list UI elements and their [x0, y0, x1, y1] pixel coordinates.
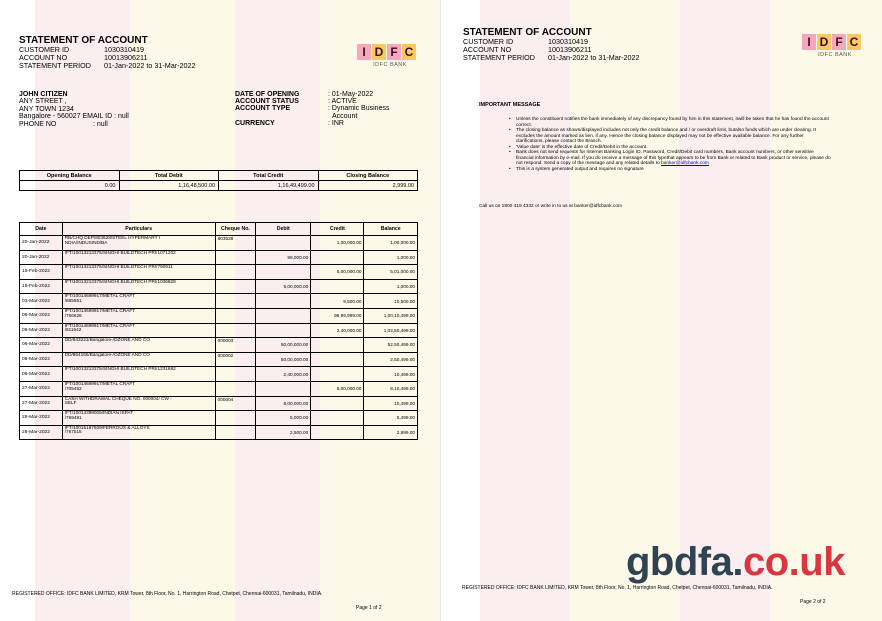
cell-cheque: 000002: [215, 352, 256, 367]
particulars-line: DD/864165/Bangalore-/OZONE AND CO: [64, 351, 150, 357]
cell-debit: 2,40,000.00: [256, 367, 311, 382]
cell-balance: 1,02,50,499.00: [364, 323, 418, 338]
cell-date: 15-Feb-2022: [20, 265, 63, 280]
col-header-balance: Balance: [364, 223, 418, 236]
logo-letter: D: [817, 34, 831, 50]
cell-cheque: [215, 411, 256, 426]
message-text: Bank does not send requests for Internet Banking Login ID, Password, Credit/Debit card numbers, Bank account numbers, or other sensitive financial information by e-mail. If you do receive a message of this typethat appears to be from Bank or related to Bank product or service, please do not respond. Send a copy of the message and any related details to: [516, 150, 831, 166]
particulars-line: SELF: [64, 400, 77, 406]
cell-credit: [311, 396, 364, 411]
col-header-particulars: Particulars: [62, 223, 215, 236]
cell-particulars: [62, 338, 215, 353]
cell-balance: 52,50,499.00: [364, 338, 418, 353]
cell-cheque: [215, 279, 256, 294]
idfc-logo: [802, 34, 868, 58]
col-header-debit: Debit: [256, 223, 311, 236]
account-no-value: 10013906211: [548, 44, 592, 54]
particulars-line: IFT/10014699917/METAL CRAFT: [64, 380, 136, 386]
address-line: Bangalore - 560027 EMAIL ID : null: [19, 113, 129, 121]
particulars-line: /769491: [64, 414, 82, 420]
summary-header: Total Credit: [219, 171, 319, 181]
address-line: ANY TOWN 1234: [19, 105, 74, 113]
account-type-label: ACCOUNT TYPE: [235, 105, 291, 113]
account-type-value-cont: Account: [332, 112, 358, 120]
particulars-line: IFT/10015187509/FERROUS & ALLOYS: [64, 424, 150, 430]
customer-name: JOHN CITIZEN: [19, 91, 68, 98]
particulars-line: /865551: [64, 298, 82, 304]
cell-balance: 10,499.00: [364, 396, 418, 411]
cell-particulars: [62, 265, 215, 280]
summary-header: Opening Balance: [20, 171, 120, 181]
cell-date: 06-Mar-2022: [20, 367, 63, 382]
cell-particulars: [62, 425, 215, 440]
statement-period-value: 01-Jan-2022 to 31-Mar-2022: [548, 52, 640, 62]
cell-date: 06-Mar-2022: [20, 352, 63, 367]
cell-debit: 99,000.00: [256, 250, 311, 265]
cell-cheque: [215, 250, 256, 265]
cell-debit: [256, 294, 311, 309]
cell-credit: 9,500.00: [311, 294, 364, 309]
table-row: [20, 381, 418, 396]
cell-balance: 2,50,499.00: [364, 352, 418, 367]
cell-credit: [311, 338, 364, 353]
cell-debit: 50,00,000.00: [256, 338, 311, 353]
col-header-date: Date: [20, 223, 63, 236]
page2-number: Page 2 of 2: [800, 599, 826, 605]
important-message-title: IMPORTANT MESSAGE: [479, 102, 541, 108]
cell-date: 06-Mar-2022: [20, 323, 63, 338]
account-info: [235, 91, 402, 127]
cell-debit: 5,000.00: [256, 411, 311, 426]
cell-balance: 10,500.00: [364, 294, 418, 309]
account-no-value: 10013906211: [104, 52, 148, 62]
customer-id-value: 1030310419: [104, 45, 144, 54]
phone-value: : null: [93, 120, 108, 128]
cell-balance: 10,499.00: [364, 367, 418, 382]
table-row: [20, 411, 418, 426]
cell-particulars: [62, 250, 215, 265]
cell-date: 03-Mar-2022: [20, 294, 63, 309]
cell-date: 28-Mar-2022: [20, 411, 63, 426]
logo-letter: I: [357, 44, 371, 60]
watermark-part2: co.uk: [742, 540, 845, 584]
particulars-line: /766628: [64, 312, 82, 318]
cell-date: 15-Feb-2022: [20, 279, 63, 294]
table-row: [20, 425, 418, 440]
opening-date-label: DATE OF OPENING: [235, 91, 300, 98]
cell-credit: 99,99,999.00: [311, 308, 364, 323]
summary-header: Closing Balance: [318, 171, 418, 181]
cell-cheque: 803628: [215, 236, 256, 251]
cell-date: 20-Jan-2022: [20, 250, 63, 265]
watermark: [626, 540, 845, 585]
transactions-table: [19, 222, 418, 440]
particulars-line: IFT/10013213375/SINGHI BUILDTECH PRI/750911: [64, 264, 173, 270]
particulars-line: RB/CHQ DEP/803628/STEEL HYPERMART I: [64, 235, 160, 240]
cell-cheque: [215, 323, 256, 338]
cell-balance: 1,00,000.00: [364, 236, 418, 251]
statement-period-label: STATEMENT PERIOD: [19, 60, 91, 70]
table-row: [20, 308, 418, 323]
cell-particulars: [62, 236, 215, 251]
summary-table: [19, 170, 418, 191]
bank-name: IDFC BANK: [373, 62, 407, 68]
address-line: ANY STREET ,: [19, 98, 67, 106]
cell-debit: [256, 381, 311, 396]
cell-particulars: [62, 279, 215, 294]
page1-header: [19, 35, 196, 69]
page-divider: [440, 0, 441, 621]
call-us-line: Call us on 1800 419 4332 or write in to us at banker@idfcbank.com: [479, 204, 622, 209]
bank-name: IDFC BANK: [818, 52, 852, 58]
table-row: [20, 294, 418, 309]
cell-cheque: [215, 367, 256, 382]
table-row: [20, 236, 418, 251]
total-debit: 1,16,48,500.00: [119, 181, 219, 191]
cell-balance: 1,00,10,499.00: [364, 308, 418, 323]
closing-balance: 2,999.00: [318, 181, 418, 191]
email-link[interactable]: banker@idfcbank.com: [661, 161, 709, 166]
table-row: [20, 250, 418, 265]
cell-credit: [311, 411, 364, 426]
cell-date: 06-Mar-2022: [20, 308, 63, 323]
cell-debit: [256, 265, 311, 280]
cell-cheque: [215, 308, 256, 323]
cell-cheque: 000004: [215, 396, 256, 411]
particulars-line: NDIA/INDUSIND/BA: [64, 239, 108, 245]
cell-credit: [311, 367, 364, 382]
particulars-line: IFT/10014699917/METAL CRAFT: [64, 322, 136, 328]
logo-letter: C: [402, 44, 416, 60]
logo-letter: F: [832, 34, 846, 50]
particulars-line: /705452: [64, 385, 82, 391]
opening-date-value: : 01-May-2022: [328, 91, 374, 98]
table-row: [20, 265, 418, 280]
cell-particulars: [62, 411, 215, 426]
cell-particulars: [62, 367, 215, 382]
important-messages-list: [509, 117, 831, 172]
cell-cheque: [215, 265, 256, 280]
cell-cheque: 000003: [215, 338, 256, 353]
cell-balance: 5,499.00: [364, 411, 418, 426]
account-status-label: ACCOUNT STATUS: [235, 98, 299, 106]
message-item: • Unless the constituent notifies the bank immediately of any discrepancy found by him in this statement, itwill be taken that he has found the account correct.: [509, 117, 831, 128]
particulars-line: /767515: [64, 429, 82, 435]
particulars-line: DD/843221/Bangalore-/OZONE AND CO: [64, 337, 150, 343]
cell-debit: 50,00,000.00: [256, 352, 311, 367]
cell-particulars: [62, 323, 215, 338]
logo-letter: D: [372, 44, 386, 60]
cell-debit: 5,00,000.00: [256, 279, 311, 294]
cell-credit: [311, 279, 364, 294]
account-type-value: : Dynamic Business: [328, 105, 390, 113]
cell-particulars: [62, 294, 215, 309]
message-item: • 'Value date' is the effective date of Credit/Debit in the account.: [509, 145, 831, 151]
particulars-line: IFT/10013213375/SINGHI BUILDTECH PRI/1231682: [64, 366, 176, 372]
page1-title: STATEMENT OF ACCOUNT: [19, 35, 148, 46]
cell-cheque: [215, 381, 256, 396]
particulars-line: IFT/10014399005/INDIAN ISPAT: [64, 410, 134, 416]
cell-cheque: [215, 294, 256, 309]
cell-credit: [311, 425, 364, 440]
table-row: [20, 338, 418, 353]
customer-id-label: CUSTOMER ID: [19, 45, 70, 54]
table-row: [20, 396, 418, 411]
table-row: [20, 323, 418, 338]
customer-id-label: CUSTOMER ID: [463, 37, 514, 46]
page2-header: [463, 27, 640, 61]
phone-label: PHONE NO: [19, 120, 57, 128]
cell-date: 28-Mar-2022: [20, 425, 63, 440]
particulars-line: CASH WITHDRAWAL CHEQUE NO. 000004/ CW -: [64, 395, 172, 401]
cell-particulars: [62, 396, 215, 411]
cell-debit: [256, 236, 311, 251]
page2-title: STATEMENT OF ACCOUNT: [463, 27, 592, 38]
cell-credit: 5,00,000.00: [311, 265, 364, 280]
cell-particulars: [62, 381, 215, 396]
watermark-part1: gbdfa.: [626, 540, 743, 584]
cell-date: 27-Mar-2022: [20, 381, 63, 396]
cell-credit: [311, 250, 364, 265]
account-status-value: : ACTIVE: [328, 98, 357, 106]
account-no-label: ACCOUNT NO: [19, 52, 68, 62]
particulars-line: /811642: [64, 327, 82, 333]
col-header-credit: Credit: [311, 223, 364, 236]
idfc-logo: [357, 44, 423, 68]
total-credit: 1,16,49,499.00: [219, 181, 319, 191]
cell-credit: 2,40,000.00: [311, 323, 364, 338]
cell-debit: 2,500.00: [256, 425, 311, 440]
col-header-cheque: Cheque No.: [215, 223, 256, 236]
customer-address: [19, 91, 129, 128]
cell-balance: 8,10,499.00: [364, 381, 418, 396]
cell-balance: 1,000.00: [364, 250, 418, 265]
summary-header: Total Debit: [119, 171, 219, 181]
account-no-label: ACCOUNT NO: [463, 44, 512, 54]
currency-label: CURRENCY: [235, 119, 275, 127]
cell-credit: [311, 352, 364, 367]
cell-date: 06-Mar-2022: [20, 338, 63, 353]
message-item: • This is a system generated output and requires no signature: [509, 167, 831, 173]
page1-number: Page 1 of 2: [356, 605, 382, 611]
cell-balance: 2,999.00: [364, 425, 418, 440]
message-item: • The closing balance as shown/displayed includes not only the credit balance and / or overdraft limit, butalso funds which are under clearing. It excludes the amount marked as lien, if any. Hence the closing balance displayed may not be effective available balance. For any further clarifications, please contact the Branch.: [509, 128, 831, 145]
opening-balance: 0.00: [20, 181, 120, 191]
cell-debit: 8,00,000.00: [256, 396, 311, 411]
cell-particulars: [62, 352, 215, 367]
cell-debit: [256, 323, 311, 338]
cell-debit: [256, 308, 311, 323]
cell-cheque: [215, 425, 256, 440]
particulars-line: IFT/10013213375/SINGHI BUILDTECH PRI/1036828: [64, 278, 176, 284]
currency-value: : INR: [328, 119, 344, 127]
table-row: [20, 352, 418, 367]
page1-footer: REGISTERED OFFICE: IDFC BANK LIMITED, KRM Tower, 8th Floor, No. 1, Harrington Road, Chetpet, Chennai-600031, Tamilnadu, INDIA.: [12, 591, 323, 597]
cell-date: 20-Jan-2022: [20, 236, 63, 251]
cell-date: 27-Mar-2022: [20, 396, 63, 411]
statement-period-label: STATEMENT PERIOD: [463, 52, 535, 62]
cell-particulars: [62, 308, 215, 323]
cell-balance: 1,000.00: [364, 279, 418, 294]
particulars-line: IFT/10013213375/SINGHI BUILDTECH PRI/1071202: [64, 249, 176, 255]
particulars-line: IFT/10014699917/METAL CRAFT: [64, 307, 136, 313]
particulars-line: IFT/10014699917/METAL CRAFT: [64, 293, 136, 299]
cell-credit: 8,00,000.00: [311, 381, 364, 396]
statement-period-value: 01-Jan-2022 to 31-Mar-2022: [104, 60, 196, 70]
cell-credit: 1,00,000.00: [311, 236, 364, 251]
table-row: [20, 367, 418, 382]
message-item: [509, 150, 831, 167]
logo-letter: F: [387, 44, 401, 60]
logo-letter: I: [802, 34, 816, 50]
logo-letter: C: [847, 34, 861, 50]
cell-balance: 5,01,000.00: [364, 265, 418, 280]
table-row: [20, 279, 418, 294]
page2-footer: REGISTERED OFFICE: IDFC BANK LIMITED, KRM Tower, 8th Floor, No. 1, Harrington Road, Chetpet, Chennai-600031, Tamilnadu, INDIA.: [462, 585, 773, 591]
customer-id-value: 1030310419: [548, 37, 588, 46]
